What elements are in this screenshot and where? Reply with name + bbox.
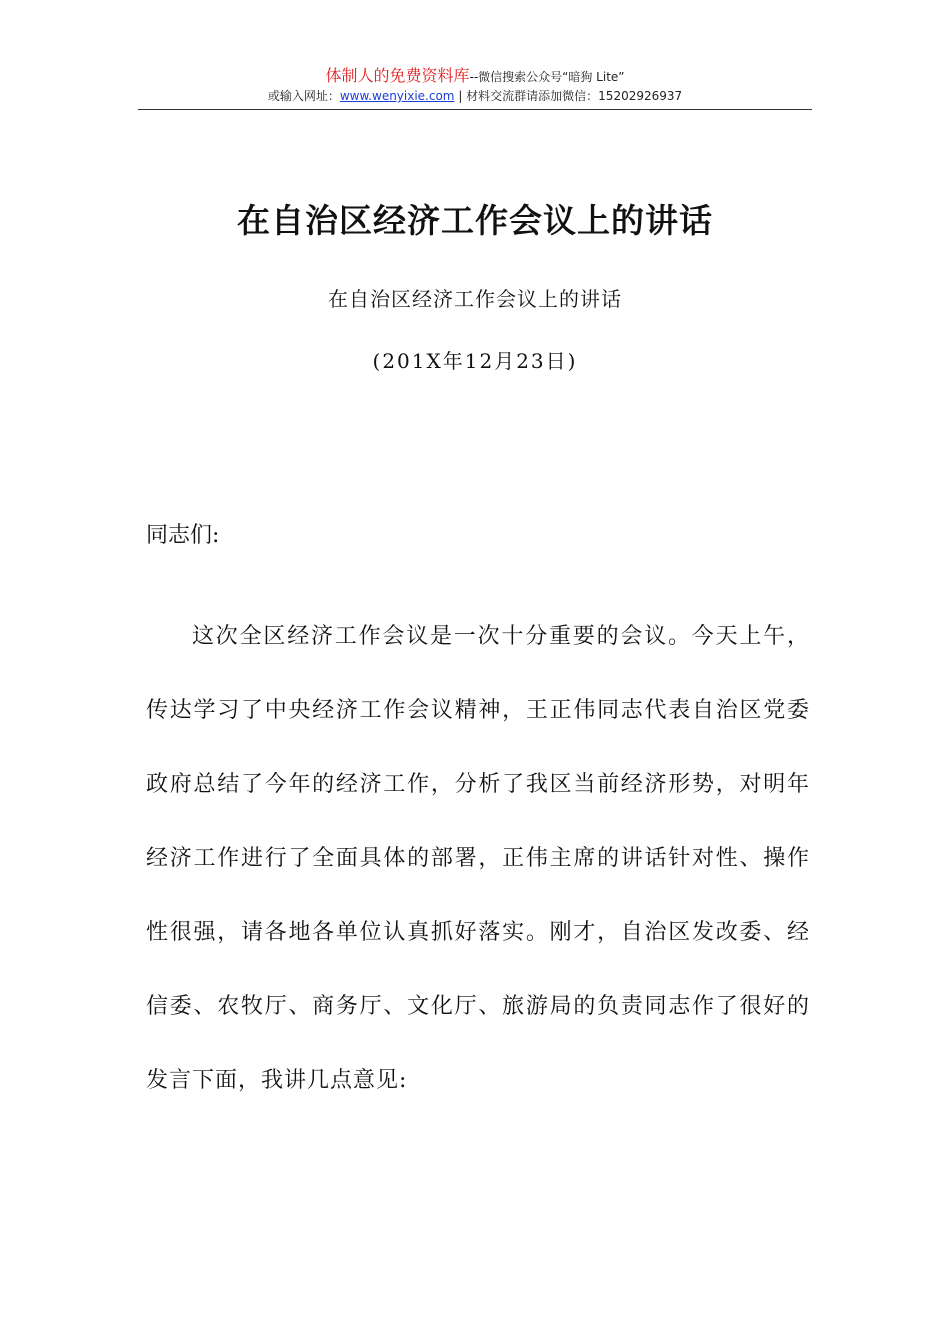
contact-info: | 材料交流群请添加微信：15202926937 [454, 89, 683, 103]
document-subtitle: 在自治区经济工作会议上的讲话 [328, 287, 622, 311]
header-contact-line [138, 87, 812, 105]
website-link[interactable]: www.wenyixie.com [339, 89, 455, 103]
header-banner [138, 66, 812, 87]
brand-name: 体制人的免费资料库 [325, 66, 470, 85]
document-date: (201X年12月23日) [372, 349, 578, 373]
document-title: 在自治区经济工作会议上的讲话 [237, 201, 713, 240]
header-divider [138, 109, 812, 110]
page-header [138, 66, 812, 105]
body-paragraph: 这次全区经济工作会议是一次十分重要的会议。今天上午，传达学习了中央经济工作会议精神，王正伟同志代表自治区党委政府总结了今年的经济工作，分析了我区当前经济形势，对明年经济工作进行了全面具体的部署，正伟主席的讲话针对性、操作性很强，请各地各单位认真抓好落实。刚才，自治区发改委、经信委、农牧厅、商务厅、文化厅、旅游局的负责同志作了很好的发言下面，我讲几点意见: [146, 624, 810, 1093]
url-prefix: 或输入网址： [267, 89, 340, 103]
header-tagline: --微信搜索公众号“暗狗 Lite” [469, 70, 625, 84]
salutation: 同志们: [146, 523, 220, 548]
